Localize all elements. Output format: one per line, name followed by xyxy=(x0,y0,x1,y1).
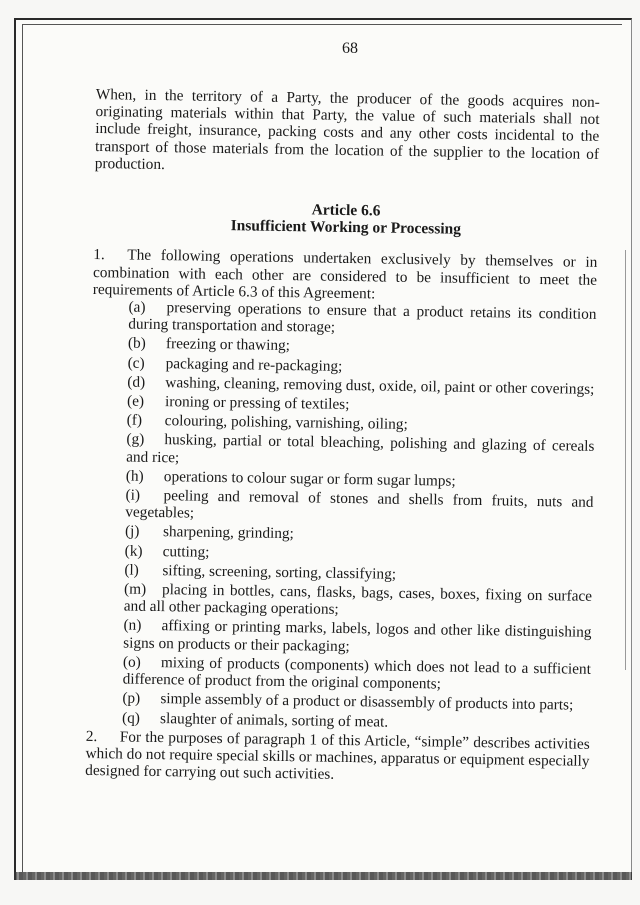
paragraph-1-number: 1. xyxy=(93,246,105,264)
list-item-label: (c) xyxy=(127,354,145,372)
scan-edge-mark xyxy=(625,250,626,670)
list-item-text: slaughter of animals, sorting of meat. xyxy=(159,709,389,731)
list-item xyxy=(123,617,591,659)
list-item-text: packaging and re-packaging; xyxy=(165,354,343,375)
list-item-text: placing in bottles, cans, flasks, bags, cases, boxes, fixing on surface and all other packaging operations; xyxy=(123,581,593,619)
list-item-text: sharpening, grinding; xyxy=(162,523,294,543)
list-item-label: (n) xyxy=(123,616,142,635)
list-item-label: (p) xyxy=(122,689,141,708)
page-number: 68 xyxy=(342,40,358,57)
list-item-label: (a) xyxy=(128,298,146,316)
list-item-text: colouring, polishing, varnishing, oiling; xyxy=(164,412,408,434)
paragraph-2-number: 2. xyxy=(85,727,98,745)
list-item-label: (f) xyxy=(126,411,143,430)
list-item-label: (d) xyxy=(127,373,146,391)
list-item-label: (o) xyxy=(122,653,141,671)
document-body xyxy=(85,86,600,787)
list-item-text: husking, partial or total bleaching, polishing and glazing of cereals and rice; xyxy=(126,431,595,467)
list-item-text: freezing or thawing; xyxy=(165,335,291,355)
list-item-text: cutting; xyxy=(162,542,210,561)
list-item-label: (i) xyxy=(125,486,141,504)
list-item-label: (l) xyxy=(124,561,139,579)
list-item xyxy=(124,581,592,623)
paragraph-1-text: The following operations undertaken exclusively by themselves or in combination with each other are considered to be insufficient to meet the requirements of Article 6.3 of this Agreement: xyxy=(92,246,598,303)
list-item-text: peeling and removal of stones and shells from fruits, nuts and vegetables; xyxy=(125,487,594,522)
article-number: Article 6.6 xyxy=(311,201,381,220)
list-item-label: (h) xyxy=(125,467,144,485)
list-item-label: (k) xyxy=(124,542,143,560)
list-item-text: preserving operations to ensure that a product retains its condition during transportation and storage; xyxy=(128,299,597,337)
list-item-text: operations to colour sugar or form sugar lumps; xyxy=(163,467,456,490)
paragraph-1 xyxy=(93,246,598,306)
scan-bottom-band xyxy=(14,872,632,880)
list-item-label: (j) xyxy=(124,522,140,541)
list-item-text: sifting, screening, sorting, classifying; xyxy=(162,561,397,583)
list-item-text: affixing or printing marks, labels, logos and other like distinguishing signs on products or their packaging; xyxy=(123,617,592,655)
list-item-label: (m) xyxy=(123,580,147,598)
list-item xyxy=(126,431,594,473)
paragraph-2 xyxy=(85,728,590,788)
list-item-label: (g) xyxy=(126,430,145,449)
list-item xyxy=(128,299,596,341)
list-item-text: mixing of products (components) which does not lead to a sufficient difference of product from the original components; xyxy=(122,653,592,693)
list-item-label: (q) xyxy=(121,708,141,727)
intro-paragraph: When, in the territory of a Party, the producer of the goods acquires non-originating materials within that Party, the value of such materials shall not include freight, insurance, packing costs and any other costs incidental to the transport of those materials from the location of the supplier to the location of production. xyxy=(94,86,600,173)
list-item-text: simple assembly of a product or disassembly of products into parts; xyxy=(160,690,574,714)
list-item xyxy=(123,653,591,695)
operations-list xyxy=(122,299,597,734)
list-item xyxy=(125,487,593,529)
list-item-text: ironing or pressing of textiles; xyxy=(164,393,350,414)
list-item-text: washing, cleaning, removing dust, oxide, oil, paint or other coverings; xyxy=(165,373,595,398)
article-title: Insufficient Working or Processing xyxy=(230,217,462,238)
list-item-label: (b) xyxy=(127,334,146,353)
paragraph-2-text: For the purposes of paragraph 1 of this Article, “simple” describes activities which do not require special skills or machines, apparatus or equipment especially designed for carrying out such activities. xyxy=(85,728,590,783)
list-item-label: (e) xyxy=(126,392,145,410)
